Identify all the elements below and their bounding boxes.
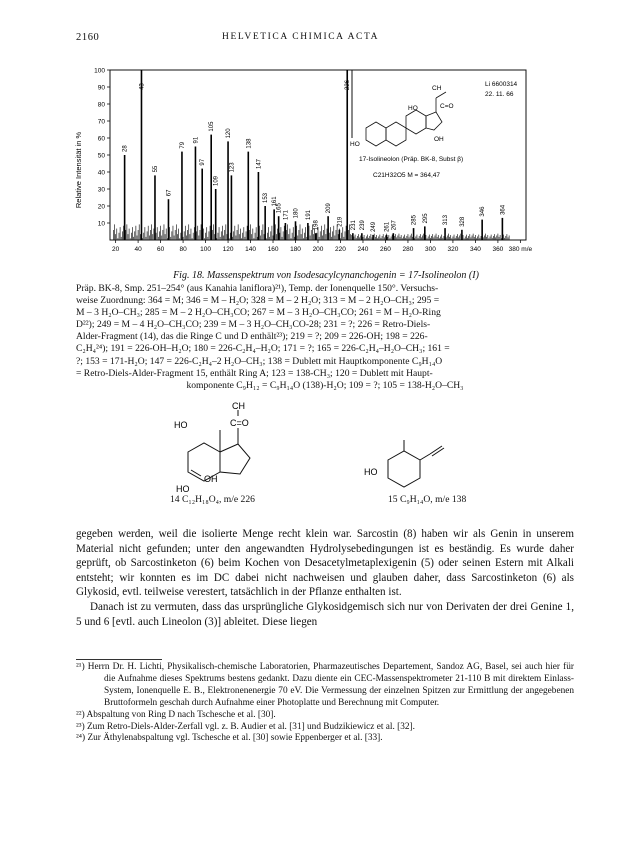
y-tick-label: 100 <box>94 67 105 75</box>
legend-line: Alder-Fragment (14), das die Ringe C und D enthält²³); 219 = ?; 209 = 226-OH; 198 = 226- <box>76 331 428 343</box>
peak-label: 249 <box>371 221 378 232</box>
y-tick-label: 80 <box>97 101 105 109</box>
y-axis-label: Relative Intensität in % <box>74 131 83 209</box>
y-tick-label: 20 <box>97 203 105 211</box>
peak-label: 97 <box>200 158 207 166</box>
x-tick-label: 340 <box>469 246 481 253</box>
footnote-22: ²²) Abspaltung von Ring D nach Tschesche et al. [30]. <box>76 709 276 720</box>
legend-line: C₂H₄²⁴); 191 = 226-OH–H₂O; 180 = 226-C₂H₄–H₂O; 171 = ?; 165 = 226-C₂H₄–H₂O–CH₃; 161 = <box>76 343 450 355</box>
peak-label: 123 <box>229 162 236 173</box>
y-tick-label: 10 <box>97 220 105 228</box>
legend-line: komponente C₉H₁₂ = C₉H₁₄O (138)-H₂O; 109 = ?; 105 = 138-H₂O–CH₃ <box>186 379 464 391</box>
footnote-24: ²⁴) Zur Äthylenabspaltung vgl. Tschesche et al. [30] sowie Eppenberger et al. [33]. <box>76 733 383 744</box>
peak-label: 295 <box>422 213 429 224</box>
peak-label: 261 <box>384 221 391 232</box>
y-tick-label: 70 <box>97 118 105 126</box>
peak-label: 364 <box>500 204 507 215</box>
legend-line: ?; 153 = 171-H₂O; 147 = 226-C₂H₄–2 H₂O–CH₃; 138 = Dublett mit Hauptkomponente C₉H₁₄O <box>76 355 443 367</box>
body-text <box>76 527 574 629</box>
peak-label: 231 <box>350 220 357 231</box>
structure-15-label: 15 C₉H₁₄O, m/e 138 <box>388 494 467 505</box>
peak-label: 313 <box>443 215 450 226</box>
legend-line: = Retro-Diels-Alder-Fragment 15, enthält Ring A; 123 = 138-CH₃; 120 = Dublett mit Haupt- <box>76 367 433 379</box>
peak-label: 153 <box>263 192 270 203</box>
mass-spectrum-chart <box>70 58 550 268</box>
peak-label: 285 <box>411 215 418 226</box>
x-tick-label: 180 <box>290 246 301 253</box>
x-tick-label: 100 <box>200 246 211 253</box>
ch-label: CH <box>232 401 245 411</box>
x-tick-label: 220 <box>335 246 346 253</box>
peak-label: 209 <box>326 203 333 214</box>
co-label: C=O <box>440 103 454 110</box>
x-tick-label: 260 <box>380 246 391 253</box>
legend-line: weise Zuordnung: 364 = M; 346 = M – H₂O; 328 = M – 2 H₂O; 313 = M – 2 H₂O–CH₃; 295 = <box>76 295 440 307</box>
oh-label: OH <box>204 474 218 484</box>
x-tick-label: 80 <box>179 246 187 253</box>
figure-legend <box>76 283 574 392</box>
ho-label: HO <box>176 484 190 494</box>
paragraph: Danach ist zu vermuten, dass das ursprüngliche Glykosidgemisch sich nur von Derivaten der drei Genine 1, 5 und 6 [evtl. auch Lineolon (3)] ableitet. Diese liegen <box>76 600 574 628</box>
peak-label: 346 <box>480 206 487 217</box>
x-tick-label: 160 <box>267 246 279 253</box>
x-tick-label: 280 <box>402 246 414 253</box>
peak-label: 67 <box>166 189 173 197</box>
footnotes <box>76 662 574 745</box>
x-tick-label: 300 <box>425 246 436 253</box>
peak-label: 267 <box>391 220 398 231</box>
peak-label: 43 <box>139 83 146 90</box>
peak-label: 147 <box>256 158 263 169</box>
legend-line: Präp. BK-8, Smp. 251–254° (aus Kanahia laniflora)²¹), Temp. der Ionenquelle 150°. Versuchs- <box>76 283 439 294</box>
peak-label: 219 <box>337 216 344 227</box>
structure-14 <box>168 400 318 496</box>
y-tick-label: 60 <box>97 135 105 143</box>
ho-top-label: HO <box>174 420 188 430</box>
inset-id: Li 6600314 <box>485 81 518 88</box>
co-label: C=O <box>230 418 249 428</box>
x-tick-label: 40 <box>134 246 142 253</box>
page-number: 2160 <box>76 32 100 43</box>
journal-title: HELVETICA CHIMICA ACTA <box>222 32 380 42</box>
ch3-label: CH <box>432 85 442 92</box>
x-tick-label: 360 <box>492 246 504 253</box>
plot-frame <box>110 70 526 240</box>
inset-date: 22. 11. 66 <box>485 91 514 98</box>
peak-label: 180 <box>293 208 300 219</box>
x-tick-label: 20 <box>112 246 120 253</box>
peak-label: 28 <box>122 145 129 152</box>
peak-label: 138 <box>246 138 253 149</box>
x-tick-label: 60 <box>156 246 165 253</box>
legend-line: D²²); 249 = M – 4 H₂O–CH₃CO; 239 = M – 3 H₂O–CH₃CO-28; 231 = ?; 226 = Retro-Diels- <box>76 319 431 331</box>
ho-label: HO <box>364 467 378 477</box>
paragraph: gegeben werden, weil die isolierte Menge recht klein war. Sarcostin (8) haben wir als Genin in unserem Material nicht gefunden; unter den angewandten Hydrolysebedingungen ist es beständig. Es wurde daher geprüft, ob Sarcostinketon (6) beim Kochen von Desacetylmetaplexigenin (5) oder seinen Estern mit Alkali entsteht; wir konnten es im DC dabei nicht nachweisen und glauben daher, dass Sarcostinketon (6) als Glykosid, evtl. teilweise verestert, tatsächlich in der Pflanze enthalten ist. <box>76 528 574 599</box>
ho-label-left: HO <box>350 141 360 148</box>
footnote-21: ²¹) Herrn Dr. H. Lichti, Physikalisch-chemische Laboratorien, Pharmazeutisches Departement, Sandoz AG, Basel, sei auch hier für die Aufnahme dieses Spektrums bestens gedankt. Dazu diente ein CEC-Massenspektrometer 21-110 B mit direktem Einlass-System, Ionenquelle E. B., Elektronenenergie 70 eV. Die Vermessung der einzelnen Spitzen zur Ermittlung der angegebenen Bruttoformeln geschah durch Aufnahme einer Photoplatte und Berechnung mit Computer. <box>76 662 574 708</box>
structure-14-label: 14 C₁₂H₁₈O₄, m/e 226 <box>170 494 255 505</box>
peak-label: 109 <box>213 175 220 186</box>
peak-label: 191 <box>305 209 312 220</box>
footnote-rule <box>76 659 162 660</box>
peak-label: 161 <box>272 196 279 207</box>
y-tick-label: 90 <box>97 84 105 92</box>
footnote-23: ²³) Zum Retro-Diels-Alder-Zerfall vgl. z. B. Audier et al. [31] und Budzikiewicz et al. [32]. <box>76 721 415 732</box>
peak-label: 105 <box>209 121 216 132</box>
legend-line: M – 3 H₂O–CH₃; 285 = M – 2 H₂O–CH₃CO; 267 = M – 3 H₂O–CH₃CO; 261 = M – H₂O-Ring <box>76 307 441 319</box>
peak-label: 171 <box>283 209 290 220</box>
y-tick-label: 30 <box>97 186 105 194</box>
peak-label: 328 <box>459 216 466 227</box>
oh-label: OH <box>434 136 444 143</box>
peak-label: 91 <box>193 136 200 144</box>
x-tick-label: 140 <box>245 246 256 253</box>
peak-label: 79 <box>179 141 186 149</box>
peak-label: 239 <box>359 220 366 231</box>
peak-label: 226 <box>345 79 352 90</box>
ho-label-top: HO <box>408 105 418 112</box>
structure-15 <box>360 430 470 490</box>
peak-label: 165 <box>276 203 283 214</box>
figure-caption: Fig. 18. Massenspektrum von Isodesacylcynanchogenin = 17-Isolineolon (I) <box>173 270 479 281</box>
x-tick-label: 320 <box>447 246 459 253</box>
y-tick-label: 50 <box>97 152 105 160</box>
y-tick-label: 40 <box>97 169 105 177</box>
inset-formula: C21H32O5 M = 364,47 <box>373 172 441 179</box>
peak-label: 198 <box>313 220 320 231</box>
x-tick-label: 200 <box>312 246 324 253</box>
inset-compound: 17-Isolineolon (Präp. BK-8, Subst β) <box>359 156 464 163</box>
x-tick-label: 240 <box>357 246 369 253</box>
peak-label: 120 <box>226 128 233 139</box>
peak-label: 55 <box>152 165 159 173</box>
x-tick-label: 380 m/e <box>508 246 533 253</box>
x-tick-label: 120 <box>222 246 234 253</box>
